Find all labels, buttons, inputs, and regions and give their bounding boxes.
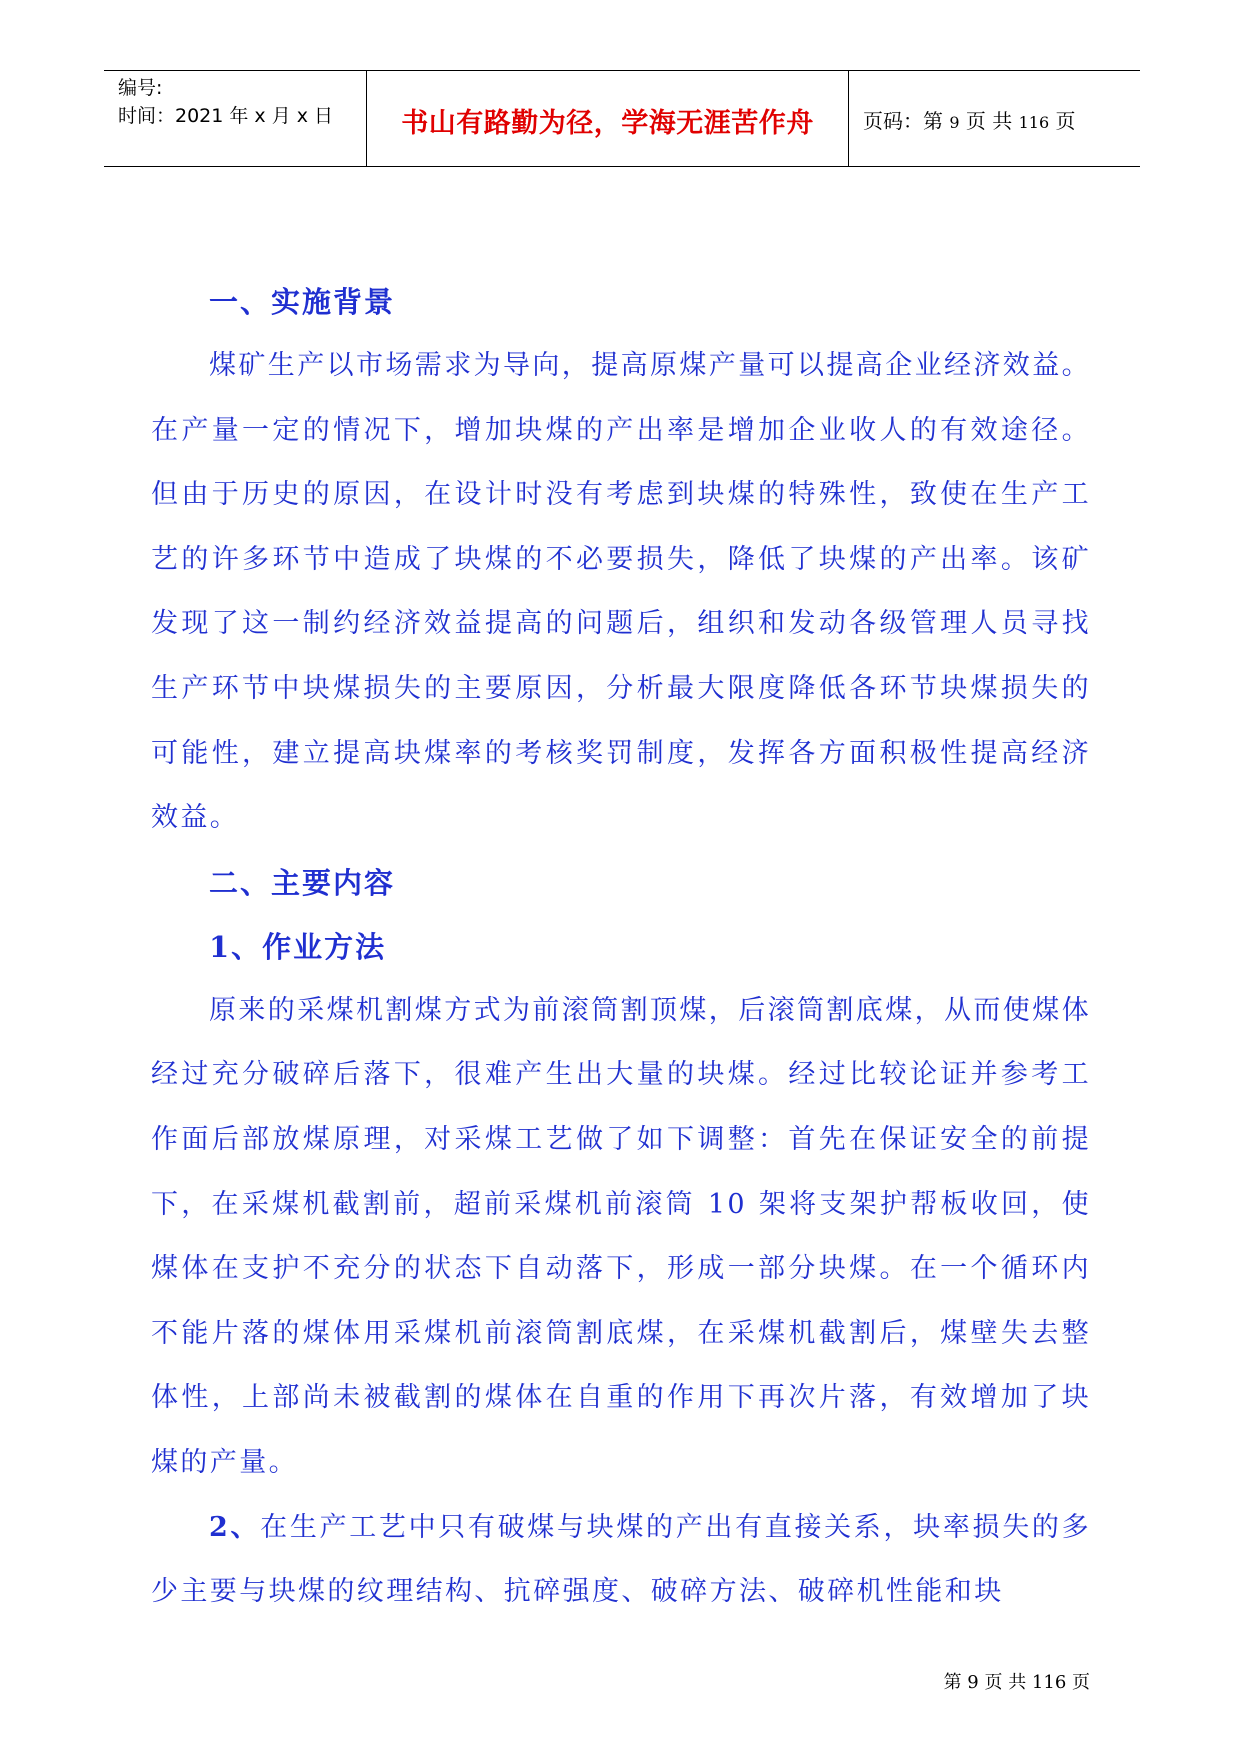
subheading-method: 1、作业方法 <box>209 929 387 964</box>
section-heading-main-content: 二、主要内容 <box>209 865 396 900</box>
section-heading-background: 一、实施背景 <box>209 285 396 319</box>
paragraph-process-text: 在生产工艺中只有破煤与块煤的产出有直接关系，块率损失的多少主要与块煤的纹理结构、抗碎强度、破碎方法、破碎机性能和块 <box>151 1511 1091 1608</box>
paragraph-process-number: 2、 <box>209 1511 261 1543</box>
page-footer: 第 9 页 共 116 页 <box>943 1672 1090 1693</box>
header-motto-cell <box>367 71 849 166</box>
page-suffix: 页 <box>1055 109 1076 133</box>
paragraph-background: 煤矿生产以市场需求为导向，提高原煤产量可以提高企业经济效益。在产量一定的情况下，增加块煤的产出率是增加企业收人的有效途径。但由于历史的原因，在设计时没有考虑到块煤的特殊性，致使在生产工艺的许多环节中造成了块煤的不必要损失，降低了块煤的产出率。该矿发现了这一制约经济效益提高的问题后，组织和发动各级管理人员寻找生产环节中块煤损失的主要原因，分析最大限度降低各环节块煤损失的可能性，建立提高块煤率的考核奖罚制度，发挥各方面积极性提高经济效益。 <box>151 350 1091 834</box>
paragraph-process <box>151 1496 1091 1625</box>
header-page-info <box>863 105 1076 134</box>
header-page-cell <box>849 71 1140 166</box>
header-motto: 书山有路勤为径，学海无涯苦作舟 <box>401 108 814 139</box>
page-number: 9 <box>949 113 960 132</box>
document-header <box>104 70 1140 167</box>
document-body <box>151 270 1091 1625</box>
document-number-label: 编号: <box>118 77 163 99</box>
document-date: 时间：2021 年 x 月 x 日 <box>118 105 334 127</box>
page-prefix: 页码：第 <box>863 109 943 133</box>
page-mid: 页 共 <box>965 109 1013 133</box>
paragraph-method: 原来的采煤机割煤方式为前滚筒割顶煤，后滚筒割底煤，从而使煤体经过充分破碎后落下，很难产生出大量的块煤。经过比较论证并参考工作面后部放煤原理，对采煤工艺做了如下调整：首先在保证安全的前提下，在采煤机截割前，超前采煤机前滚筒 10 架将支架护帮板收回，使煤体在支护不充分的状态下自动落下，形成一部分块煤。在一个循环内不能片落的煤体用采煤机前滚筒割底煤，在采煤机截割后，煤壁失去整体性，上部尚未被截割的煤体在自重的作用下再次片落，有效增加了块煤的产量。 <box>151 994 1091 1478</box>
header-meta-cell <box>104 71 367 166</box>
page-total: 116 <box>1018 113 1050 132</box>
